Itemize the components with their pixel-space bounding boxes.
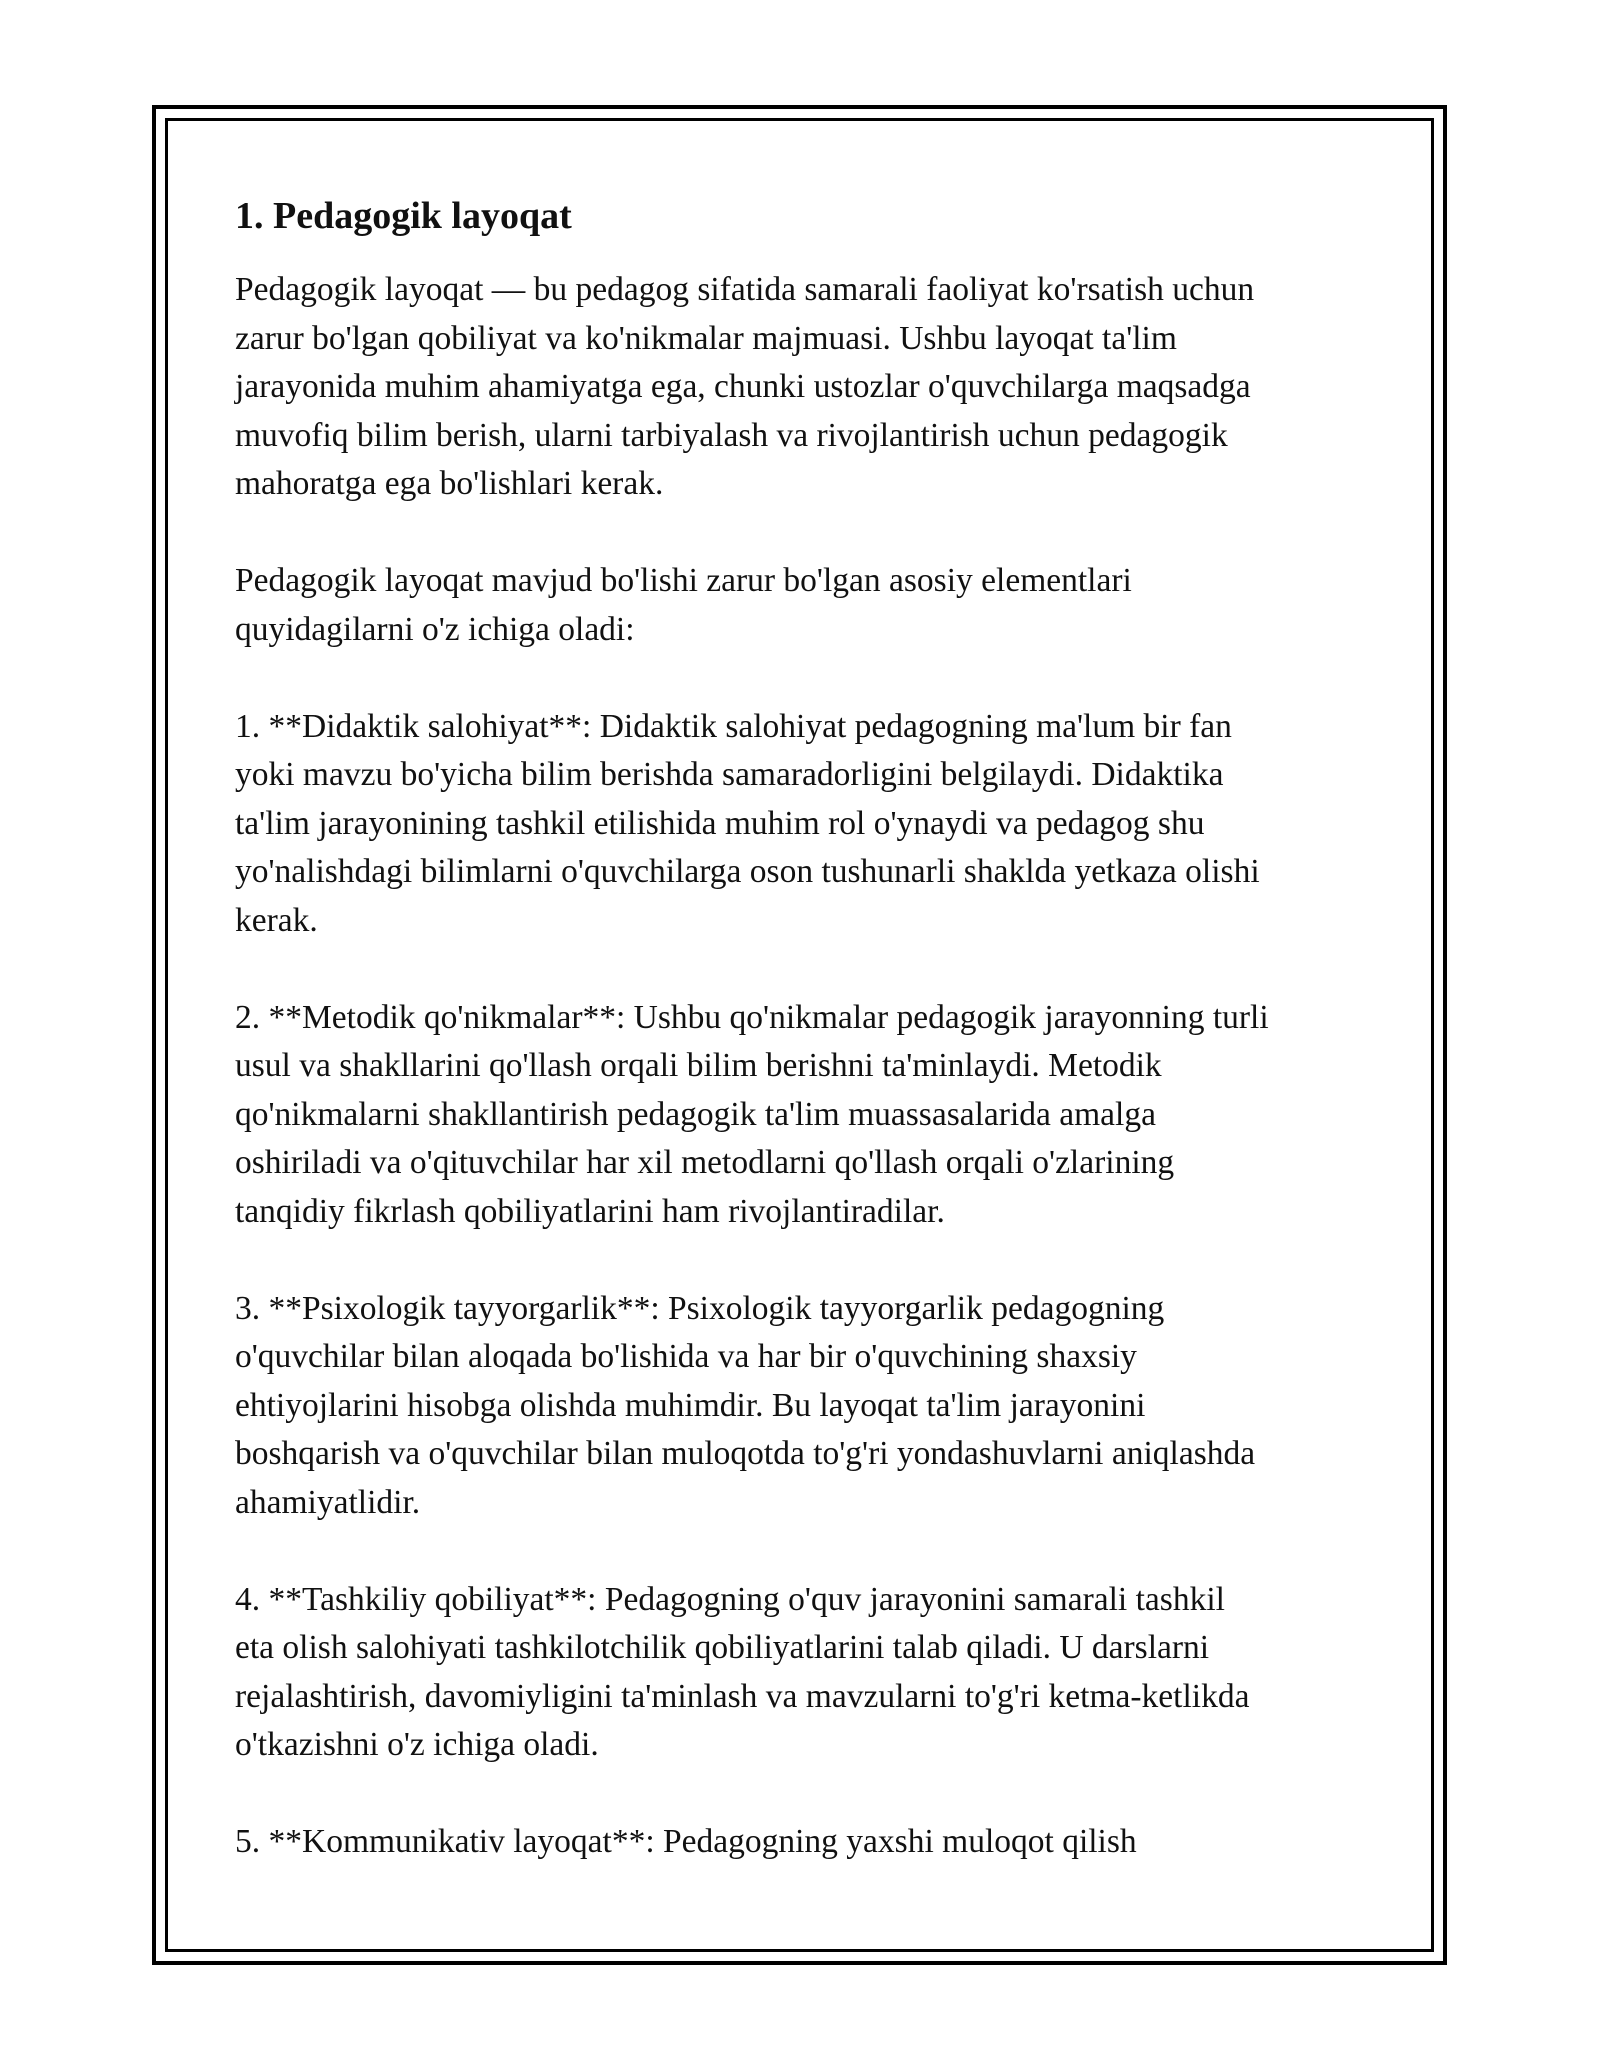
text-line: zarur bo'lgan qobiliyat va ko'nikmalar majmuasi. Ushbu layoqat ta'lim [235, 319, 1177, 357]
text-line: kerak. [235, 901, 318, 939]
text-line: qo'nikmalarni shakllantirish pedagogik ta'lim muassasalarida amalga [235, 1095, 1156, 1133]
text-line: 5. **Kommunikativ layoqat**: Pedagogning yaxshi muloqot qilish [235, 1823, 1137, 1860]
text-line: 3. **Psixologik tayyorgarlik**: Psixologik tayyorgarlik pedagogning [235, 1289, 1165, 1327]
text-line: 1. **Didaktik salohiyat**: Didaktik salohiyat pedagogning ma'lum bir fan [235, 707, 1232, 745]
text-line: usul va shakllarini qo'llash orqali bilim berishni ta'minlaydi. Metodik [235, 1047, 1162, 1084]
text-line: Pedagogik layoqat mavjud bo'lishi zarur bo'lgan asosiy elementlari [235, 562, 1132, 599]
text-line: ahamiyatlidir. [235, 1483, 421, 1521]
list-item-communicative [235, 1818, 1375, 1867]
text-line: ta'lim jarayonining tashkil etilishida muhim rol o'ynaydi va pedagog shu [235, 804, 1205, 842]
intro-paragraph [235, 266, 1375, 509]
text-line: oshiriladi va o'qituvchilar har xil metodlarni qo'llash orqali o'zlarining [235, 1144, 1175, 1181]
section-heading: 1. Pedagogik layoqat [235, 195, 572, 237]
text-line: ehtiyojlarini hisobga olishda muhimdir. Bu layoqat ta'lim jarayonini [235, 1386, 1146, 1424]
text-line: mahoratga ega bo'lishlari kerak. [235, 465, 664, 502]
text-line: quyidagilarni o'z ichiga oladi: [235, 610, 635, 648]
text-line: 2. **Metodik qo'nikmalar**: Ushbu qo'nikmalar pedagogik jarayonning turli [235, 998, 1269, 1036]
elements-intro-paragraph [235, 557, 1375, 654]
text-line: tanqidiy fikrlash qobiliyatlarini ham rivojlantiradilar. [235, 1192, 945, 1230]
text-line: yo'nalishdagi bilimlarni o'quvchilarga oson tushunarli shaklda yetkaza olishi [235, 853, 1260, 890]
text-line: eta olish salohiyati tashkilotchilik qobiliyatlarini talab qiladi. U darslarni [235, 1629, 1210, 1666]
text-line: o'quvchilar bilan aloqada bo'lishida va har bir o'quvchining shaxsiy [235, 1338, 1137, 1375]
list-item-methodical [235, 994, 1375, 1237]
text-line: Pedagogik layoqat — bu pedagog sifatida samarali faoliyat ko'rsatish uchun [235, 271, 1255, 308]
text-line: rejalashtirish, davomiyligini ta'minlash va mavzularni to'g'ri ketma-ketlikda [235, 1677, 1250, 1715]
text-line: 4. **Tashkiliy qobiliyat**: Pedagogning o'quv jarayonini samarali tashkil [235, 1580, 1225, 1618]
document-body [235, 192, 1375, 1915]
text-line: o'tkazishni o'z ichiga oladi. [235, 1726, 599, 1763]
list-item-didactic [235, 703, 1375, 946]
list-item-organizational [235, 1576, 1375, 1770]
list-item-psychological [235, 1285, 1375, 1528]
text-line: jarayonida muhim ahamiyatga ega, chunki ustozlar o'quvchilarga maqsadga [235, 368, 1251, 405]
text-line: yoki mavzu bo'yicha bilim berishda samaradorligini belgilaydi. Didaktika [235, 756, 1224, 793]
text-line: boshqarish va o'quvchilar bilan muloqotda to'g'ri yondashuvlarni aniqlashda [235, 1435, 1256, 1472]
text-line: muvofiq bilim berish, ularni tarbiyalash va rivojlantirish uchun pedagogik [235, 416, 1228, 454]
